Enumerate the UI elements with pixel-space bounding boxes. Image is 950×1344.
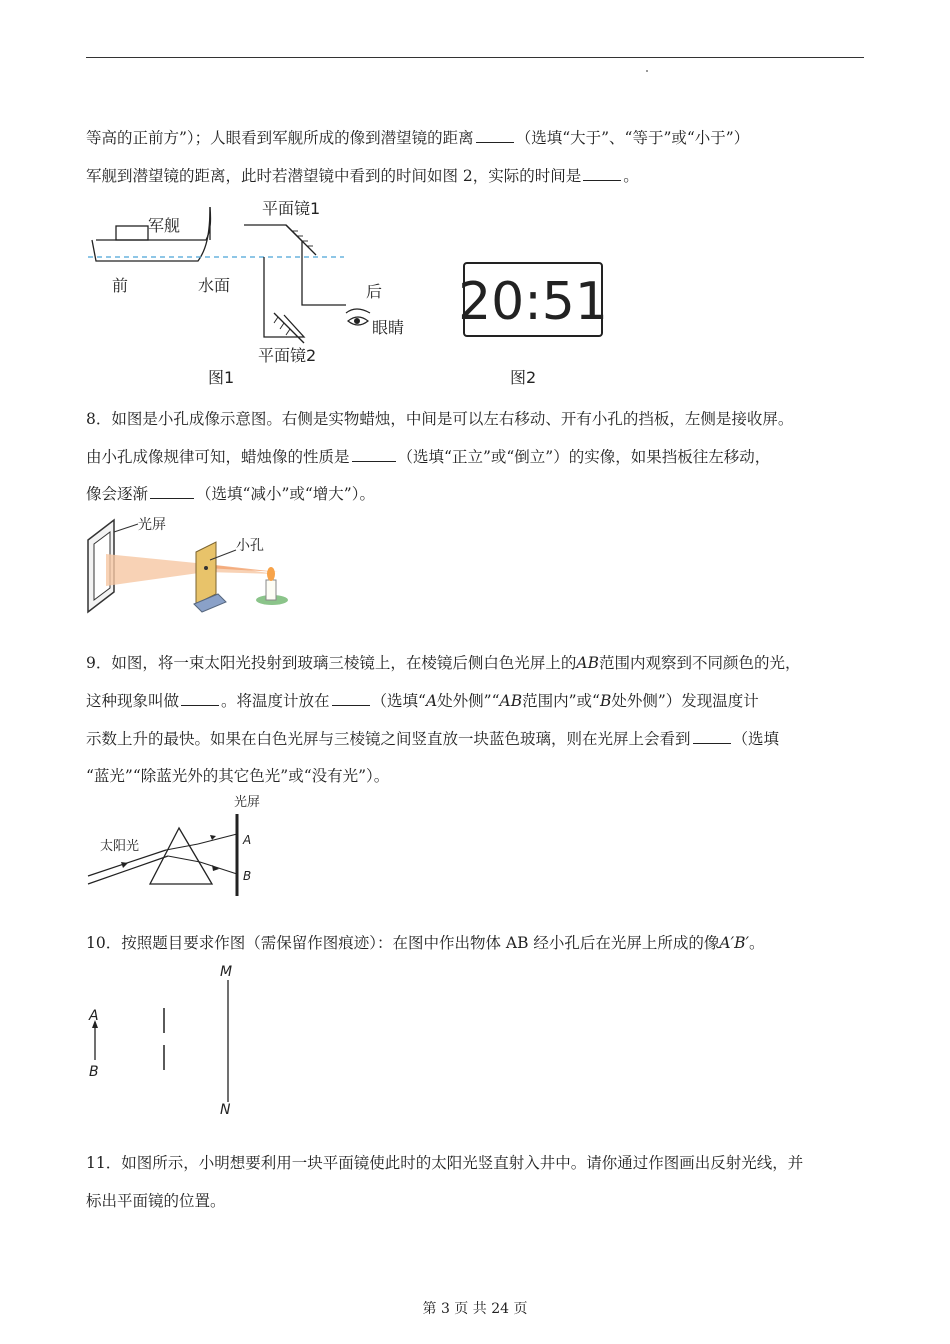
sunlight-ray-2 [88, 856, 168, 884]
answer-blank[interactable] [332, 691, 370, 706]
q9-text: 示数上升的最快。如果在白色光屏与三棱镜之间竖直放一块蓝色玻璃，则在光屏上会看到 [86, 730, 691, 748]
q9-text: 处外侧”“ [437, 692, 500, 710]
answer-blank[interactable] [583, 166, 621, 181]
label-hole: 小孔 [236, 538, 264, 554]
label-b: B [89, 1064, 99, 1080]
label-mirror1: 平面镜1 [262, 199, 321, 218]
q9-line2 [86, 691, 866, 711]
mirror1-line [286, 225, 316, 255]
q10-text: 。 [749, 934, 765, 952]
pinhole-drawing-figure [86, 960, 256, 1120]
q7-text: （选填“大于”、“等于”或“小于”） [515, 129, 750, 147]
q7-text: 。 [623, 167, 639, 185]
periscope-tube-inner [264, 257, 304, 337]
q9-text: 这种现象叫做 [86, 692, 180, 710]
header-rule [86, 57, 864, 58]
q9-a: A [425, 692, 438, 710]
q9-text: 9．如图，将一束太阳光投射到玻璃三棱镜上，在棱镜后侧白色光屏上的 [86, 654, 577, 672]
q11-line2: 标出平面镜的位置。 [86, 1192, 226, 1210]
label-screen: 光屏 [138, 517, 166, 533]
q8-text: 由小孔成像规律可知，蜡烛像的性质是 [86, 448, 350, 466]
q11-line1: 11．如图所示，小明想要利用一块平面镜使此时的太阳光竖直射入井中。请你通过作图画出反射光线，并 [86, 1154, 804, 1172]
q8-text: （选填“正立”或“倒立”）的实像，如果挡板往左移动， [397, 448, 771, 466]
q8-line3 [86, 484, 866, 504]
mirror2-line [274, 313, 304, 343]
pinhole [204, 566, 208, 570]
answer-blank[interactable] [476, 128, 514, 143]
caption-fig1: 图1 [208, 368, 235, 387]
q8-text: （选填“减小”或“增大”）。 [196, 485, 375, 503]
page-footer: 第 3 页 共 24 页 [422, 1301, 528, 1317]
header-dot [646, 70, 648, 72]
q9-text: 处外侧”）发现温度计 [611, 692, 759, 710]
periscope-tube-outer [244, 225, 346, 305]
label-m: M [220, 964, 233, 980]
label-screen: 光屏 [234, 795, 261, 810]
label-warship: 军舰 [148, 216, 181, 235]
q9-text: 范围内”或“ [522, 692, 600, 710]
label-back: 后 [366, 282, 383, 301]
eye-pupil [354, 318, 360, 324]
prism [150, 828, 212, 884]
candle [266, 580, 276, 600]
q7-line2 [86, 166, 866, 186]
q7-text: 等高的正前方”）；人眼看到军舰所成的像到潜望镜的距离 [86, 129, 474, 147]
q8-line2 [86, 447, 866, 467]
label-a: A [89, 1008, 99, 1024]
q9-line1 [86, 653, 866, 673]
inner-ray-2 [168, 856, 200, 862]
q9-ab: AB [576, 654, 599, 672]
label-n: N [220, 1102, 231, 1118]
pinhole-board [196, 542, 216, 604]
q9-text: （选填 [732, 730, 780, 748]
answer-blank[interactable] [693, 729, 731, 744]
answer-blank[interactable] [352, 447, 396, 462]
q8-line1: 8．如图是小孔成像示意图。右侧是实物蜡烛，中间是可以左右移动、开有小孔的挡板，左侧是接收屏。 [86, 410, 794, 428]
q9-text: 。将温度计放在 [221, 692, 330, 710]
pinhole-figure [86, 512, 306, 617]
q7-text: 军舰到潜望镜的距离，此时若潜望镜中看到的时间如图 2，实际的时间是 [86, 167, 582, 185]
answer-blank[interactable] [181, 691, 219, 706]
label-front: 前 [112, 276, 129, 295]
label-mirror2: 平面镜2 [258, 346, 317, 365]
q9-b: B [599, 692, 612, 710]
q10-line [86, 933, 866, 953]
ship-cabin [116, 226, 148, 240]
prism-figure [86, 792, 266, 902]
periscope-figure [86, 195, 426, 390]
clock-display: 20:51 [458, 272, 608, 332]
q9-text: 范围内观察到不同颜色的光， [598, 654, 801, 672]
answer-blank[interactable] [150, 484, 194, 499]
label-eye: 眼睛 [372, 318, 405, 337]
label-sunlight: 太阳光 [100, 839, 140, 854]
q9-line3 [86, 729, 866, 749]
screen-pointer [114, 524, 138, 532]
out-ray-1 [198, 834, 237, 844]
q9-text: （选填“ [371, 692, 426, 710]
q10-text: 10．按照题目要求作图（需保留作图痕迹）：在图中作出物体 AB 经小孔后在光屏上所成的像 [86, 934, 720, 952]
clock-figure [455, 255, 615, 390]
caption-fig2: 图2 [510, 368, 537, 387]
q9-ab: AB [499, 692, 523, 710]
label-b: B [243, 869, 252, 883]
q9-line4: “蓝光”“除蓝光外的其它色光”或“没有光”）。 [86, 767, 390, 785]
q7-line1 [86, 128, 866, 148]
label-water: 水面 [198, 276, 231, 295]
arrow-head [121, 862, 128, 868]
candle-flame [267, 567, 275, 581]
eyebrow [346, 309, 370, 313]
q8-text: 像会逐渐 [86, 485, 149, 503]
q10-image-label: A′B′ [719, 934, 750, 952]
label-a: A [243, 833, 252, 847]
